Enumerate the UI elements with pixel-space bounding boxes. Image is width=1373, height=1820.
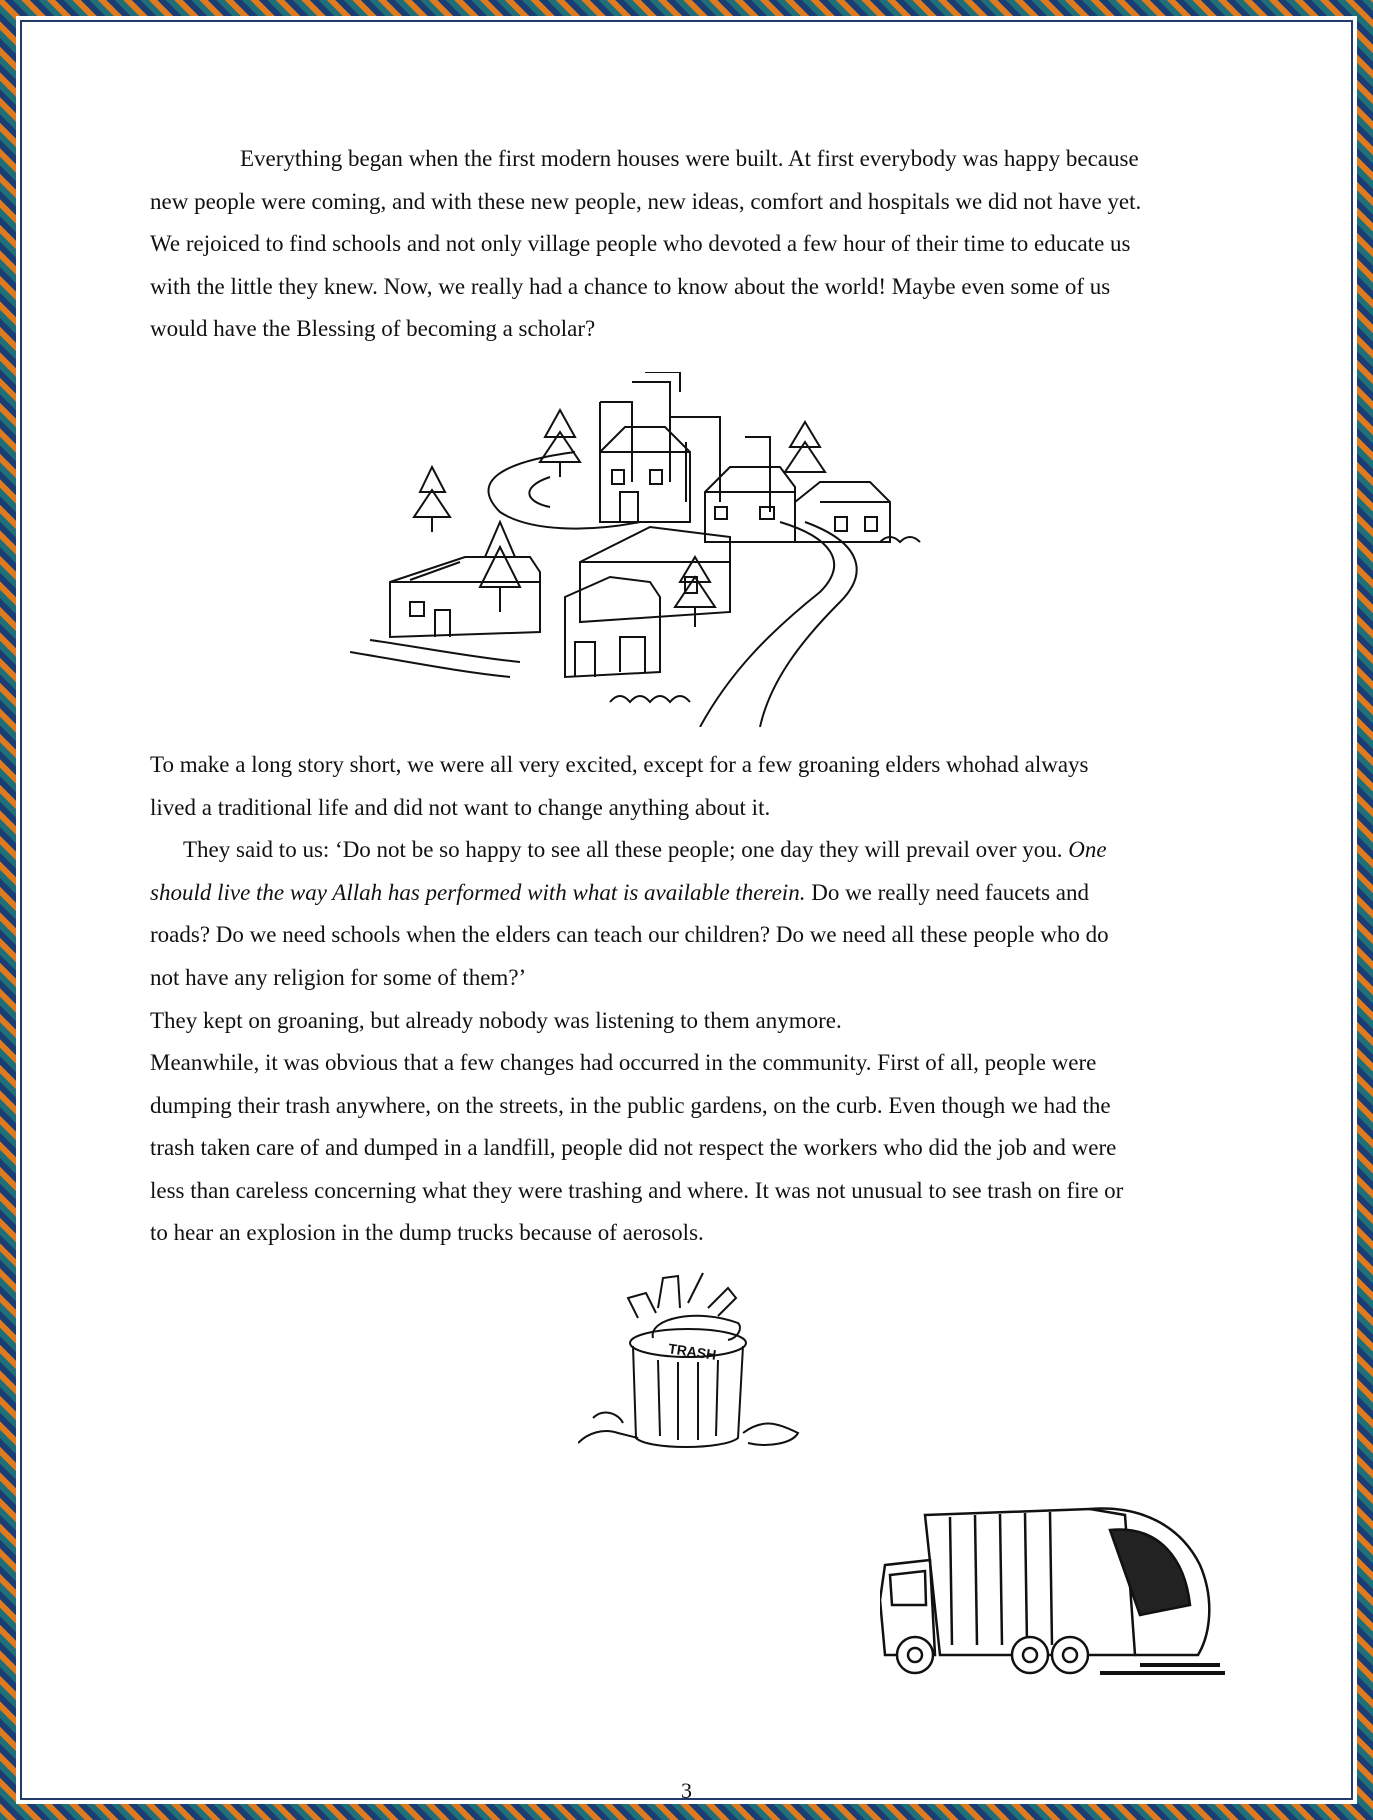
text-line: Meanwhile, it was obvious that a few changes had occurred in the community. First of all, people were bbox=[150, 1050, 1097, 1075]
paragraph-excitement bbox=[150, 744, 1240, 829]
text-line: Everything began when the first modern houses were built. At first everybody was happy because bbox=[240, 146, 1139, 171]
text-line: with the little they knew. Now, we really had a chance to know about the world! Maybe even some of us bbox=[150, 273, 1111, 299]
trash-can-label: TRASH bbox=[667, 1340, 718, 1363]
text-line: roads? Do we need schools when the elders can teach our children? Do we need all these people who do bbox=[150, 922, 1109, 948]
trash-can-illustration bbox=[578, 1268, 803, 1453]
text-line: To make a long story short, we were all very excited, except for a few groaning elders whohad always bbox=[150, 752, 1089, 777]
paragraph-changes bbox=[150, 1042, 1240, 1255]
text-line: to hear an explosion in the dump trucks because of aerosols. bbox=[150, 1220, 704, 1246]
text-line: lived a traditional life and did not want to change anything about it. bbox=[150, 794, 771, 820]
text-line: would have the Blessing of becoming a scholar? bbox=[150, 316, 596, 342]
text-line: They kept on groaning, but already nobody was listening to them anymore. bbox=[150, 1008, 842, 1033]
paragraph-elders-quote bbox=[150, 829, 1240, 999]
text-line bbox=[150, 829, 1240, 872]
garbage-truck-illustration bbox=[880, 1505, 1225, 1680]
text-line: new people were coming, and with these new people, new ideas, comfort and hospitals we did not have yet. bbox=[150, 188, 1142, 214]
text-line: dumping their trash anywhere, on the streets, in the public gardens, on the curb. Even though we had the bbox=[150, 1092, 1111, 1118]
town-illustration bbox=[350, 372, 1010, 727]
quote-italic: should live the way Allah has performed with what is available therein. bbox=[150, 879, 806, 905]
paragraph-groaning bbox=[150, 1000, 1240, 1043]
quote-italic: One bbox=[1068, 837, 1107, 862]
text-line: trash taken care of and dumped in a landfill, people did not respect the workers who did the job and were bbox=[150, 1135, 1117, 1161]
text-line: We rejoiced to find schools and not only village people who devoted a few hour of their time to educate us bbox=[150, 231, 1131, 257]
text-line bbox=[150, 872, 1240, 915]
quote-text: Do we really need faucets and bbox=[805, 879, 1089, 905]
page-number: 3 bbox=[681, 1778, 692, 1803]
text-line: less than careless concerning what they were trashing and where. It was not unusual to see trash on fire or bbox=[150, 1177, 1124, 1203]
paragraph-intro bbox=[150, 138, 1240, 351]
text-line: not have any religion for some of them?’ bbox=[150, 964, 527, 990]
quote-text: They said to us: ‘Do not be so happy to see all these people; one day they will prevail over you. bbox=[183, 837, 1069, 862]
